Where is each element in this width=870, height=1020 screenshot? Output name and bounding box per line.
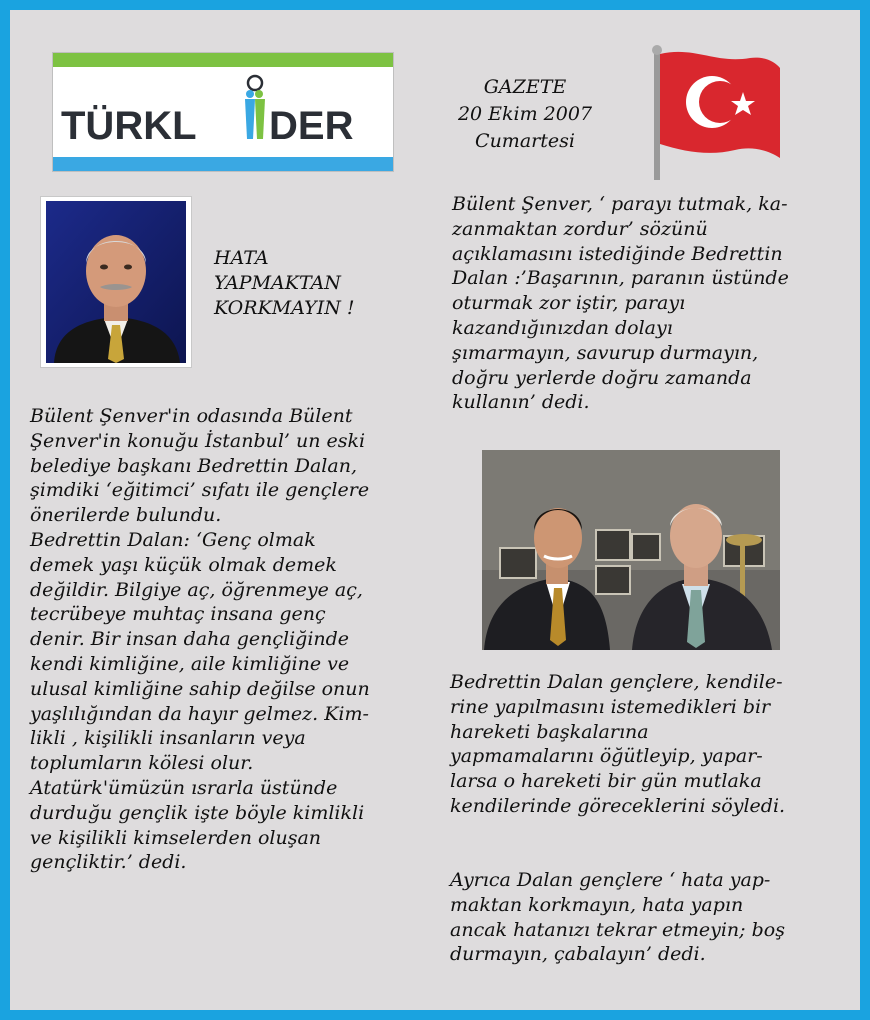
logo-figure-icon bbox=[245, 76, 265, 139]
turklider-logo bbox=[52, 52, 394, 172]
gazette-date: 20 Ekim 2007 bbox=[457, 103, 593, 125]
headline bbox=[214, 246, 414, 321]
logo-text-right: DER bbox=[269, 104, 354, 148]
advice-paragraph: Bedrettin Dalan gençlere, kendile- rine yapılmasını istemedikleri bir hareketi başkalarına yapmamalarını öğütleyip, yapar- larsa o hareketi bir gün mutlaka kendilerinde göreceklerini söyledi. bbox=[450, 671, 786, 817]
logo-text-left: TÜRKL bbox=[61, 104, 197, 148]
closing-paragraph: Ayrıca Dalan gençlere ‘ hata yap- maktan korkmayın, hata yapın ancak hatanızı tekrar etmeyin; boş durmayın, çabalayın’ dedi. bbox=[450, 869, 785, 966]
body-paragraph: Bülent Şenver'in odasında Bülent Şenver'in konuğu İstanbul’ un eski belediye başkanı Bedrettin Dalan, şimdiki ‘eğitimci’ sıfatı ile gençlere önerilerde bulundu. Bedrettin Dalan: ‘Genç olmak demek yaşı küçük olmak demek değildir. Bilgiye aç, öğrenmeye aç, tecrübeye muhtaç insana genç denir. Bir insan daha gençliğinde kendi kimliğine, aile kimliğine ve ulusal kimliğine sahip değilse onun yaşlılığından da hayır gelmez. Kim- likli , kişilikli insanların veya toplumların kölesi olur. Atatürk'ümüzün ısrarla üstünde durduğu gençlik işte böyle kimlikli ve kişilikli kimselerden oluşan gençliktir.’ dedi. bbox=[30, 405, 370, 874]
portrait-photo bbox=[40, 196, 192, 368]
page-frame bbox=[10, 10, 860, 1010]
headline-line-3: KORKMAYIN ! bbox=[214, 297, 355, 319]
gazette-weekday: Cumartesi bbox=[475, 130, 575, 152]
logo-green-bar bbox=[53, 53, 393, 67]
gazette-info bbox=[438, 74, 612, 155]
headline-line-2: YAPMAKTAN bbox=[214, 272, 341, 294]
turkish-flag-icon bbox=[640, 40, 790, 188]
quote-paragraph: Bülent Şenver, ‘ parayı tutmak, ka- zanmaktan zordur’ sözünü açıklamasını istediğinde Bedrettin Dalan :’Başarının, paranın üstünde oturmak zor iştir, parayı kazandığınızdan dolayı şımarmayın, savurup durmayın, doğru yerlerde doğru zamanda kullanın’ dedi. bbox=[452, 193, 789, 414]
gazette-label: GAZETE bbox=[483, 76, 567, 98]
logo-blue-bar bbox=[53, 157, 393, 171]
meeting-photo bbox=[482, 450, 780, 650]
headline-line-1: HATA bbox=[214, 247, 269, 269]
logo-wordmark bbox=[53, 67, 393, 157]
